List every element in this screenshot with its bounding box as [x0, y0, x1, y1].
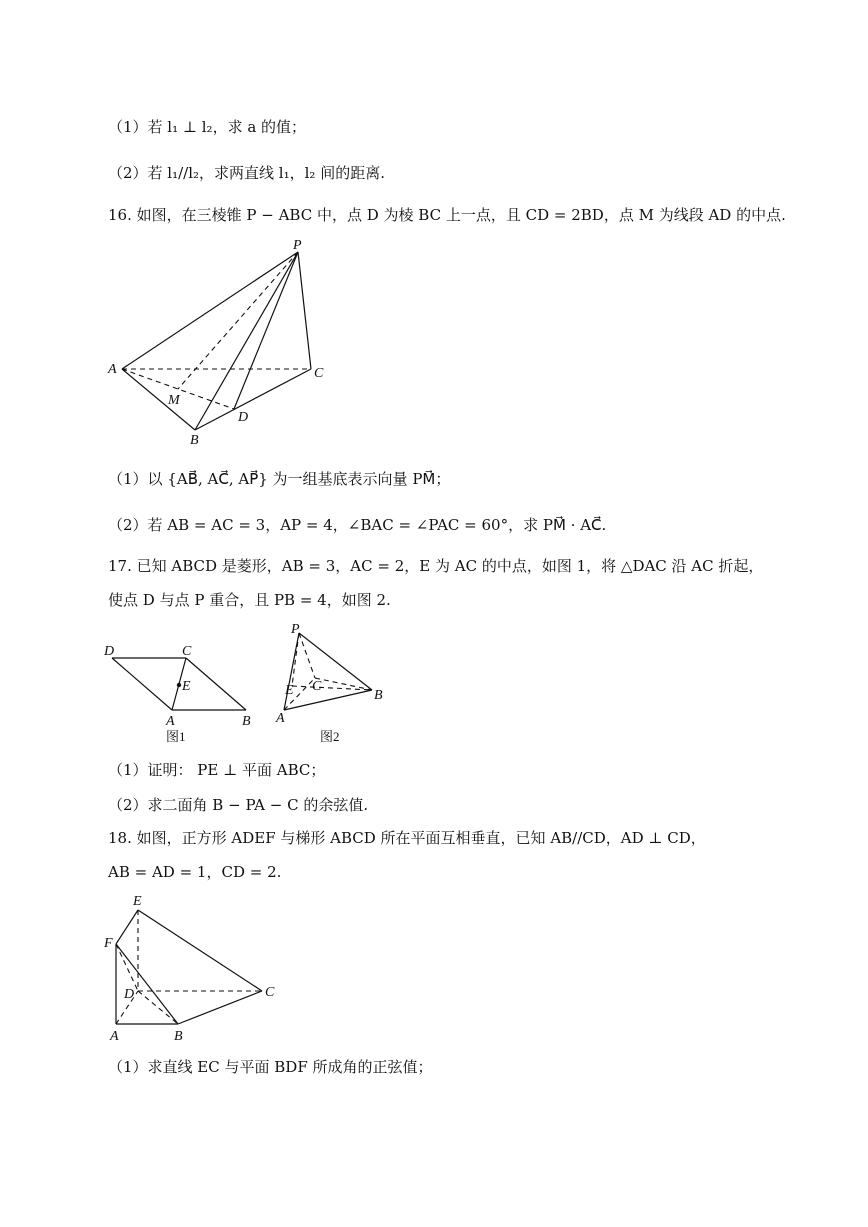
label-P: P [291, 622, 300, 637]
label-D: D [238, 410, 249, 425]
label-D: D [124, 987, 135, 1002]
q17-stem-2: 使点 D 与点 P 重合，且 PB = 4，如图 2. [108, 591, 391, 609]
figure-17-2-folded [270, 618, 400, 746]
figure-caption-1: 图1 [166, 729, 186, 744]
label-P: P [293, 238, 302, 253]
label-A: A [108, 362, 117, 377]
q16-stem: 16. 如图，在三棱锥 P − ABC 中，点 D 为棱 BC 上一点，且 CD = 2BD，点 M 为线段 AD 的中点. [108, 206, 786, 224]
q18-stem-2: AB = AD = 1，CD = 2. [108, 863, 282, 881]
label-A: A [166, 714, 175, 729]
label-F: F [104, 936, 113, 951]
q15-part2: （2）若 l₁//l₂，求两直线 l₁，l₂ 间的距离. [108, 164, 385, 182]
label-B: B [190, 433, 199, 448]
q16-part2: （2）若 AB = AC = 3，AP = 4，∠BAC = ∠PAC = 60°，求 PM⃗ · AC⃗. [108, 516, 607, 534]
label-C: C [182, 644, 192, 659]
q17-stem-1: 17. 已知 ABCD 是菱形，AB = 3，AC = 2，E 为 AC 的中点，如图 1，将 △DAC 沿 AC 折起， [108, 557, 764, 575]
q15-part1: （1）若 l₁ ⊥ l₂，求 a 的值； [108, 118, 307, 136]
label-B: B [242, 714, 251, 729]
label-E: E [285, 683, 294, 698]
figure-18-solid [100, 888, 290, 1048]
label-A: A [276, 711, 285, 726]
label-C: C [265, 985, 275, 1000]
label-M: M [168, 393, 180, 408]
figure-17-1-rhombus [100, 638, 260, 746]
q17-part1: （1）证明： PE ⊥ 平面 ABC； [108, 761, 326, 779]
label-C: C [314, 366, 324, 381]
q16-part1: （1）以 {AB⃗, AC⃗, AP⃗} 为一组基底表示向量 PM⃗； [108, 470, 451, 488]
label-E: E [133, 894, 142, 909]
label-B: B [374, 688, 383, 703]
label-A: A [110, 1029, 119, 1044]
q17-part2: （2）求二面角 B − PA − C 的余弦值. [108, 796, 369, 814]
label-B: B [174, 1029, 183, 1044]
q18-part1: （1）求直线 EC 与平面 BDF 所成角的正弦值； [108, 1058, 433, 1076]
label-D: D [104, 644, 115, 659]
figure-caption-2: 图2 [320, 729, 340, 744]
q18-stem-1: 18. 如图，正方形 ADEF 与梯形 ABCD 所在平面互相垂直，已知 AB//CD，AD ⊥ CD， [108, 829, 706, 847]
label-C: C [312, 679, 322, 694]
figure-16-tetrahedron [100, 232, 340, 450]
label-E: E [182, 679, 191, 694]
